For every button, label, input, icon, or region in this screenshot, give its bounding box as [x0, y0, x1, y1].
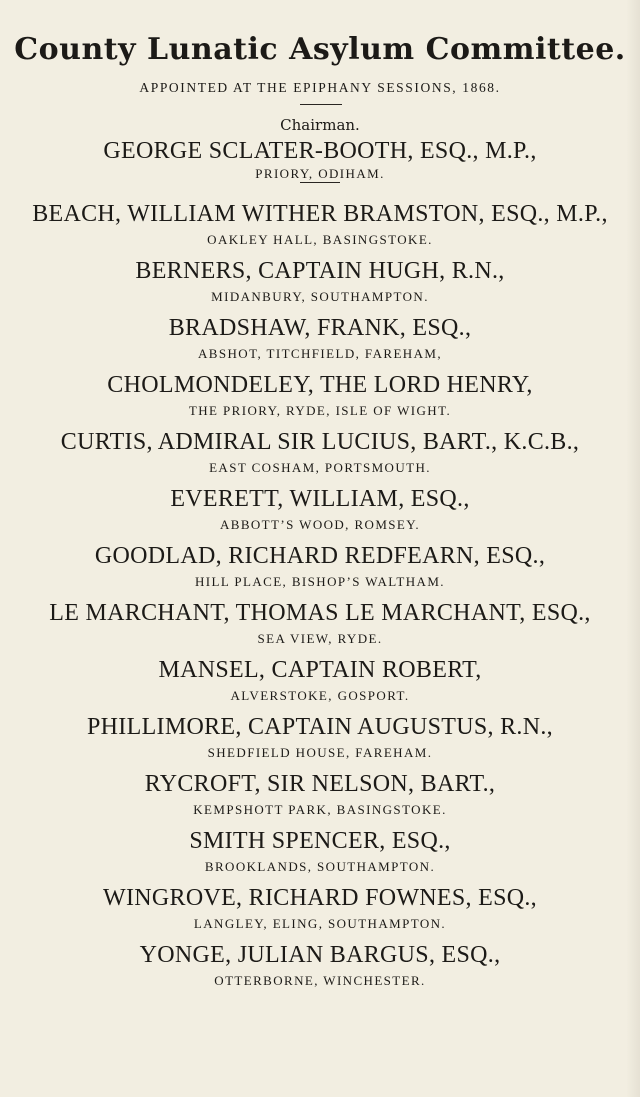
page-subtitle: APPOINTED AT THE EPIPHANY SESSIONS, 1868. — [139, 80, 501, 95]
member-name: YONGE, JULIAN BARGUS, ESQ., — [139, 942, 501, 968]
member-entry — [0, 770, 640, 818]
member-address: THE PRIORY, RYDE, ISLE OF WIGHT. — [188, 403, 452, 418]
member-address: SHEDFIELD HOUSE, FAREHAM. — [207, 745, 433, 760]
member-name: BEACH, WILLIAM WITHER BRAMSTON, ESQ., M.P., — [32, 201, 608, 227]
member-name: EVERETT, WILLIAM, ESQ., — [170, 486, 470, 512]
member-entry — [0, 884, 640, 932]
member-name: BRADSHAW, FRANK, ESQ., — [168, 315, 472, 341]
member-address: KEMPSHOTT PARK, BASINGSTOKE. — [193, 802, 447, 817]
member-address: HILL PLACE, BISHOP’S WALTHAM. — [195, 574, 445, 589]
member-entry — [0, 599, 640, 647]
member-address: OTTERBORNE, WINCHESTER. — [214, 973, 426, 988]
chairman-label: Chairman. — [280, 116, 360, 134]
member-name: MANSEL, CAPTAIN ROBERT, — [158, 657, 482, 683]
member-name: RYCROFT, SIR NELSON, BART., — [144, 771, 496, 797]
member-entry — [0, 371, 640, 419]
member-address: ABSHOT, TITCHFIELD, FAREHAM, — [198, 346, 442, 361]
member-name: SMITH SPENCER, ESQ., — [189, 828, 451, 854]
member-name: CURTIS, ADMIRAL SIR LUCIUS, BART., K.C.B., — [60, 429, 580, 455]
page-title: County Lunatic Asylum Committee. — [14, 32, 626, 67]
member-name: WINGROVE, RICHARD FOWNES, ESQ., — [103, 885, 537, 911]
chairman-address: PRIORY, ODIHAM. — [255, 166, 385, 181]
member-address: EAST COSHAM, PORTSMOUTH. — [209, 460, 431, 475]
member-address: OAKLEY HALL, BASINGSTOKE. — [207, 232, 433, 247]
member-name: BERNERS, CAPTAIN HUGH, R.N., — [135, 258, 505, 284]
member-name: CHOLMONDELEY, THE LORD HENRY, — [107, 372, 533, 398]
member-entry — [0, 314, 640, 362]
member-entry — [0, 257, 640, 305]
member-address: LANGLEY, ELING, SOUTHAMPTON. — [193, 916, 447, 931]
member-address: MIDANBURY, SOUTHAMPTON. — [211, 289, 429, 304]
member-address: ABBOTT’S WOOD, ROMSEY. — [219, 517, 421, 532]
member-name: PHILLIMORE, CAPTAIN AUGUSTUS, R.N., — [87, 714, 553, 740]
member-entry — [0, 485, 640, 533]
member-entry — [0, 428, 640, 476]
member-entry — [0, 200, 640, 248]
member-entry — [0, 656, 640, 704]
member-entry — [0, 827, 640, 875]
member-name: GOODLAD, RICHARD REDFEARN, ESQ., — [94, 543, 546, 569]
divider-rule — [300, 104, 342, 105]
member-name: LE MARCHANT, THOMAS LE MARCHANT, ESQ., — [49, 600, 591, 626]
member-entry — [0, 542, 640, 590]
member-address: BROOKLANDS, SOUTHAMPTON. — [204, 859, 436, 874]
member-entry — [0, 941, 640, 989]
member-entry — [0, 713, 640, 761]
divider-rule — [300, 182, 340, 183]
member-address: SEA VIEW, RYDE. — [257, 631, 383, 646]
member-address: ALVERSTOKE, GOSPORT. — [230, 688, 410, 703]
chairman-name: GEORGE SCLATER-BOOTH, ESQ., M.P., — [103, 138, 537, 164]
